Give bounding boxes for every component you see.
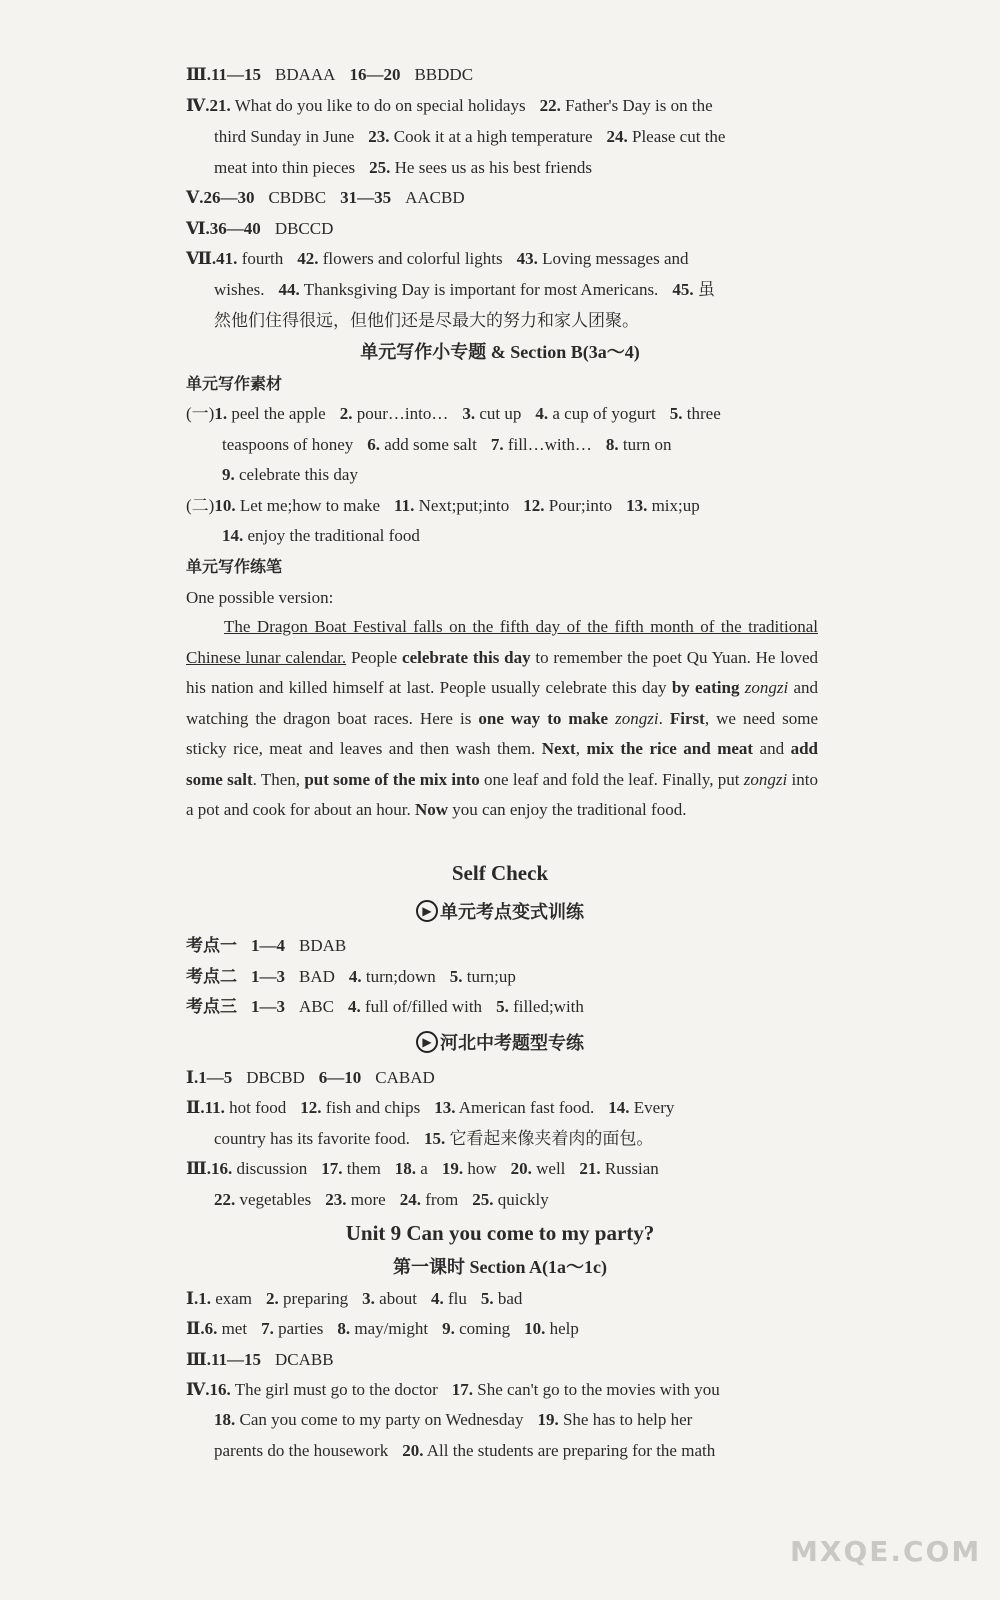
answer-line-u1: Ⅰ.1. exam 2. preparing 3. about 4. flu 5. bad <box>186 1289 523 1308</box>
answer-line-r6: Ⅵ.36—40 DBCCD <box>186 219 334 238</box>
banner-hebei-label: 河北中考题型专练 <box>440 1033 584 1054</box>
answer-line-u3: Ⅲ.11—15 DCABB <box>186 1350 334 1369</box>
answer-line-r16: One possible version: <box>186 588 334 607</box>
answer-line-s1: 考点一 1—4 BDAB <box>186 936 347 955</box>
sample-essay: The Dragon Boat Festival falls on the fifth day of the fifth month of the traditional Chinese lunar calendar. People celebrate this day to remember the poet Qu Yuan. He loved his nation and killed himself at last. People usually celebrate this day by eating zongzi and watching the dragon boat races. Here is one way to make zongzi. First, we need some sticky rice, meat and leaves and then wash them. Next, mix the rice and meat and add some salt. Then, put some of the mix into one leaf and fold the leaf. Finally, put zongzi into a pot and cook for about an hour. Now you can enjoy the traditional food. <box>186 617 819 819</box>
answer-line-r9: 然他们住得很远，但他们还是尽最大的努力和家人团聚。 <box>214 311 639 330</box>
answer-line-r2: Ⅳ.21. What do you like to do on special holidays 22. Father's Day is on the <box>186 96 713 115</box>
answer-line-u6: parents do the housework 20. All the students are preparing for the math <box>214 1441 716 1460</box>
watermark-logo: MXQE.COM <box>790 1535 982 1568</box>
subheading-writing-practice: 单元写作练笔 <box>186 557 283 576</box>
subheading-writing-materials: 单元写作素材 <box>186 374 283 393</box>
answer-line-h4: Ⅲ.16. discussion 17. them 18. a 19. how 20. well 21. Russian <box>186 1159 659 1178</box>
banner-unit-points-label: 单元考点变式训练 <box>440 902 584 923</box>
answer-line-r7: Ⅶ.41. fourth 42. flowers and colorful lights 43. Loving messages and <box>186 249 689 268</box>
answer-line-u5: 18. Can you come to my party on Wednesday 19. She has to help her <box>214 1410 693 1429</box>
heading-lesson1: 第一课时 Section A(1a～1c) <box>393 1257 607 1277</box>
banner-unit-points <box>0 898 1000 924</box>
answer-line-r12: teaspoons of honey 6. add some salt 7. fill…with… 8. turn on <box>222 435 672 454</box>
answer-line-r8: wishes. 44. Thanksgiving Day is important for most Americans. 45. 虽 <box>214 280 715 299</box>
answer-line-r13: 9. celebrate this day <box>222 465 358 484</box>
answer-line-u4: Ⅳ.16. The girl must go to the doctor 17. She can't go to the movies with you <box>186 1380 720 1399</box>
answer-line-r14: (二)10. Let me;how to make 11. Next;put;into 12. Pour;into 13. mix;up <box>186 496 700 515</box>
answer-line-r5: Ⅴ.26—30 CBDBC 31—35 AACBD <box>186 188 465 207</box>
heading-self-check: Self Check <box>451 861 549 885</box>
answer-line-r15: 14. enjoy the traditional food <box>222 526 420 545</box>
answer-line-h2: Ⅱ.11. hot food 12. fish and chips 13. American fast food. 14. Every <box>186 1098 675 1117</box>
answer-line-r3: third Sunday in June 23. Cook it at a high temperature 24. Please cut the <box>214 127 726 146</box>
heading-unit9: Unit 9 Can you come to my party? <box>345 1221 655 1245</box>
answer-line-s2: 考点二 1—3 BAD 4. turn;down 5. turn;up <box>186 967 516 986</box>
answer-line-h3: country has its favorite food. 15. 它看起来像夹着肉的面包。 <box>214 1129 654 1148</box>
answer-line-u2: Ⅱ.6. met 7. parties 8. may/might 9. coming 10. help <box>186 1319 579 1338</box>
answer-line-s3: 考点三 1—3 ABC 4. full of/filled with 5. filled;with <box>186 997 584 1016</box>
play-arrow-icon: ▶ <box>416 900 438 922</box>
answer-line-r11: (一)1. peel the apple 2. pour…into… 3. cut up 4. a cup of yogurt 5. three <box>186 404 721 423</box>
heading-section-b: 单元写作小专题 & Section B(3a～4) <box>360 342 640 362</box>
answer-line-r4: meat into thin pieces 25. He sees us as his best friends <box>214 158 593 177</box>
answer-line-h5: 22. vegetables 23. more 24. from 25. quickly <box>214 1190 549 1209</box>
answer-line-r1: Ⅲ.11—15 BDAAA 16—20 BBDDC <box>186 65 474 84</box>
answer-line-h1: Ⅰ.1—5 DBCBD 6—10 CABAD <box>186 1068 435 1087</box>
play-arrow-icon: ▶ <box>416 1031 438 1053</box>
banner-hebei <box>0 1029 1000 1055</box>
